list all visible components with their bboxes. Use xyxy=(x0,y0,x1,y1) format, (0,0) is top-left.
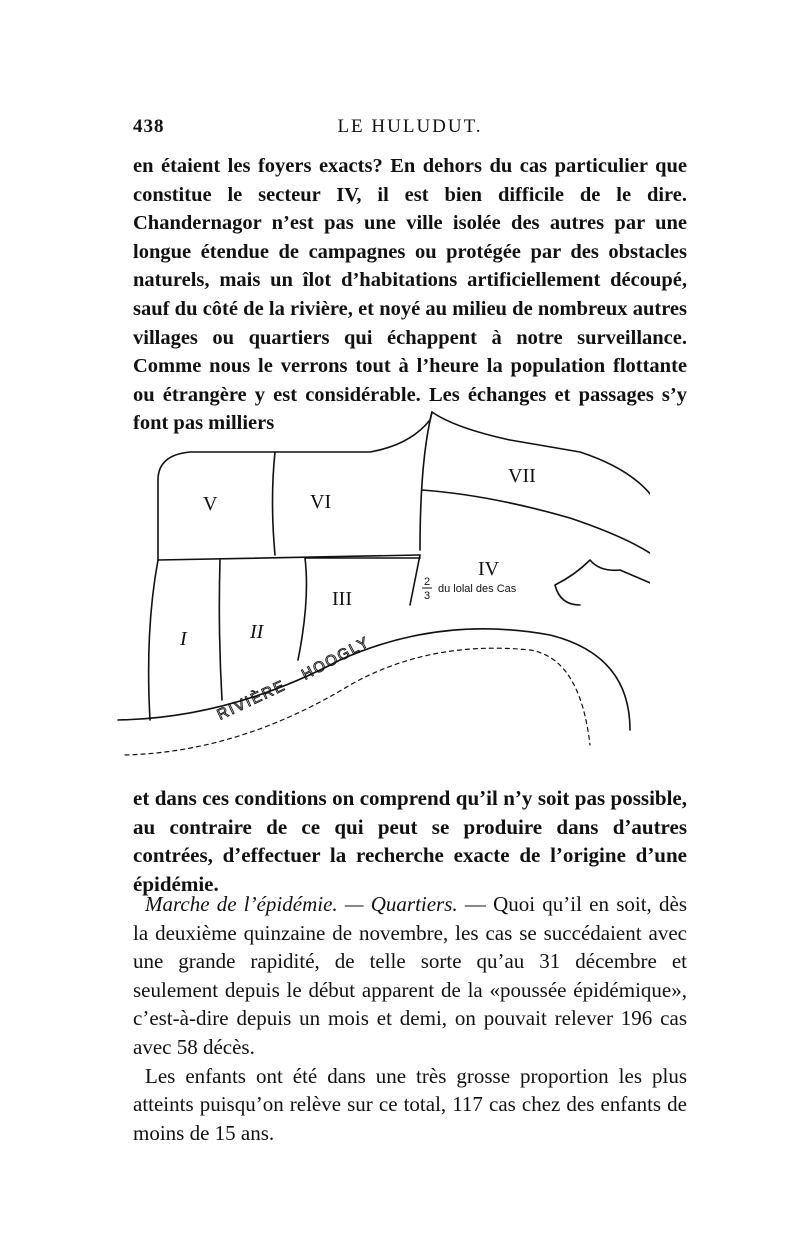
line-vii-iv xyxy=(422,490,650,570)
line-ii-iii xyxy=(298,558,306,660)
line-v-vi xyxy=(273,452,276,555)
river-label-hoogly: HOOGLY xyxy=(298,633,374,684)
line-bottom-left xyxy=(149,560,158,720)
map-outline xyxy=(158,412,650,605)
line-i-ii xyxy=(219,560,222,700)
river-bank-south xyxy=(125,648,590,755)
sector-map xyxy=(110,400,650,770)
river-bank-north xyxy=(118,629,630,730)
sector-label-i: I xyxy=(180,628,187,650)
river-label-riviere: RIVIÈRE xyxy=(214,676,289,724)
line-vi-vii xyxy=(420,412,432,550)
page-number: 438 xyxy=(133,116,165,137)
body-text-bottom xyxy=(133,890,687,1147)
paragraph-section-text: — Quoi qu’il en soit, dès la deuxième quinzaine de novembre, les cas se succédaient avec une grande rapidité, de telle sorte qu’au 31 décembre et seulement depuis le début apparent de la «poussée épidémique», c’est-à-dire depuis un mois et demi, on pouvait relever 196 cas avec 58 décès. xyxy=(133,892,687,1059)
fraction-denominator: 3 xyxy=(424,590,431,602)
sector-iv-note: du lolal des Cas xyxy=(438,583,517,595)
body-text-middle xyxy=(133,784,687,898)
body-text-top xyxy=(133,152,687,438)
fraction-numerator: 2 xyxy=(424,576,431,588)
sector-label-iv: IV xyxy=(478,558,500,580)
sector-label-vi: VI xyxy=(310,491,332,513)
running-title: LE HULUDUT. xyxy=(337,116,483,137)
sector-label-ii: II xyxy=(250,621,264,643)
paragraph-section xyxy=(133,890,687,1062)
line-iii-iv xyxy=(410,555,420,605)
paragraph-top: en étaient les foyers exacts? En dehors du cas particulier que constitue le secteur IV, il est bien difficile de le dire. Chandernagor n’est pas une ville isolée des autres par une longue étendue de campagnes ou protégée par des obstacles naturels, mais un îlot d’habitations artificiellement découpé, sauf du côté de la rivière, et noyé au milieu de nombreux autres villages ou quartiers qui échappent à notre surveillance. Comme nous le verrons tout à l’heure la population flottante ou étrangère y est considérable. Les échanges et passages s’y font pas milliers xyxy=(133,155,687,435)
section-heading: Marche de l’épidémie. — Quartiers. xyxy=(145,892,458,916)
paragraph-last: Les enfants ont été dans une très grosse proportion les plus atteints puisqu’on relève sur ce total, 117 cas chez des enfants de moins de 15 ans. xyxy=(133,1063,687,1145)
page-header xyxy=(133,116,687,146)
sector-label-vii: VII xyxy=(508,465,536,487)
map-figure xyxy=(110,400,650,770)
sector-label-v: V xyxy=(203,493,218,515)
paragraph-middle: et dans ces conditions on comprend qu’il n’y soit pas possible, au contraire de ce qui peut se produire dans d’autres contrées, d’effectuer la recherche exacte de l’origine d’une épidémie. xyxy=(133,786,687,896)
sector-label-iii: III xyxy=(332,588,352,610)
